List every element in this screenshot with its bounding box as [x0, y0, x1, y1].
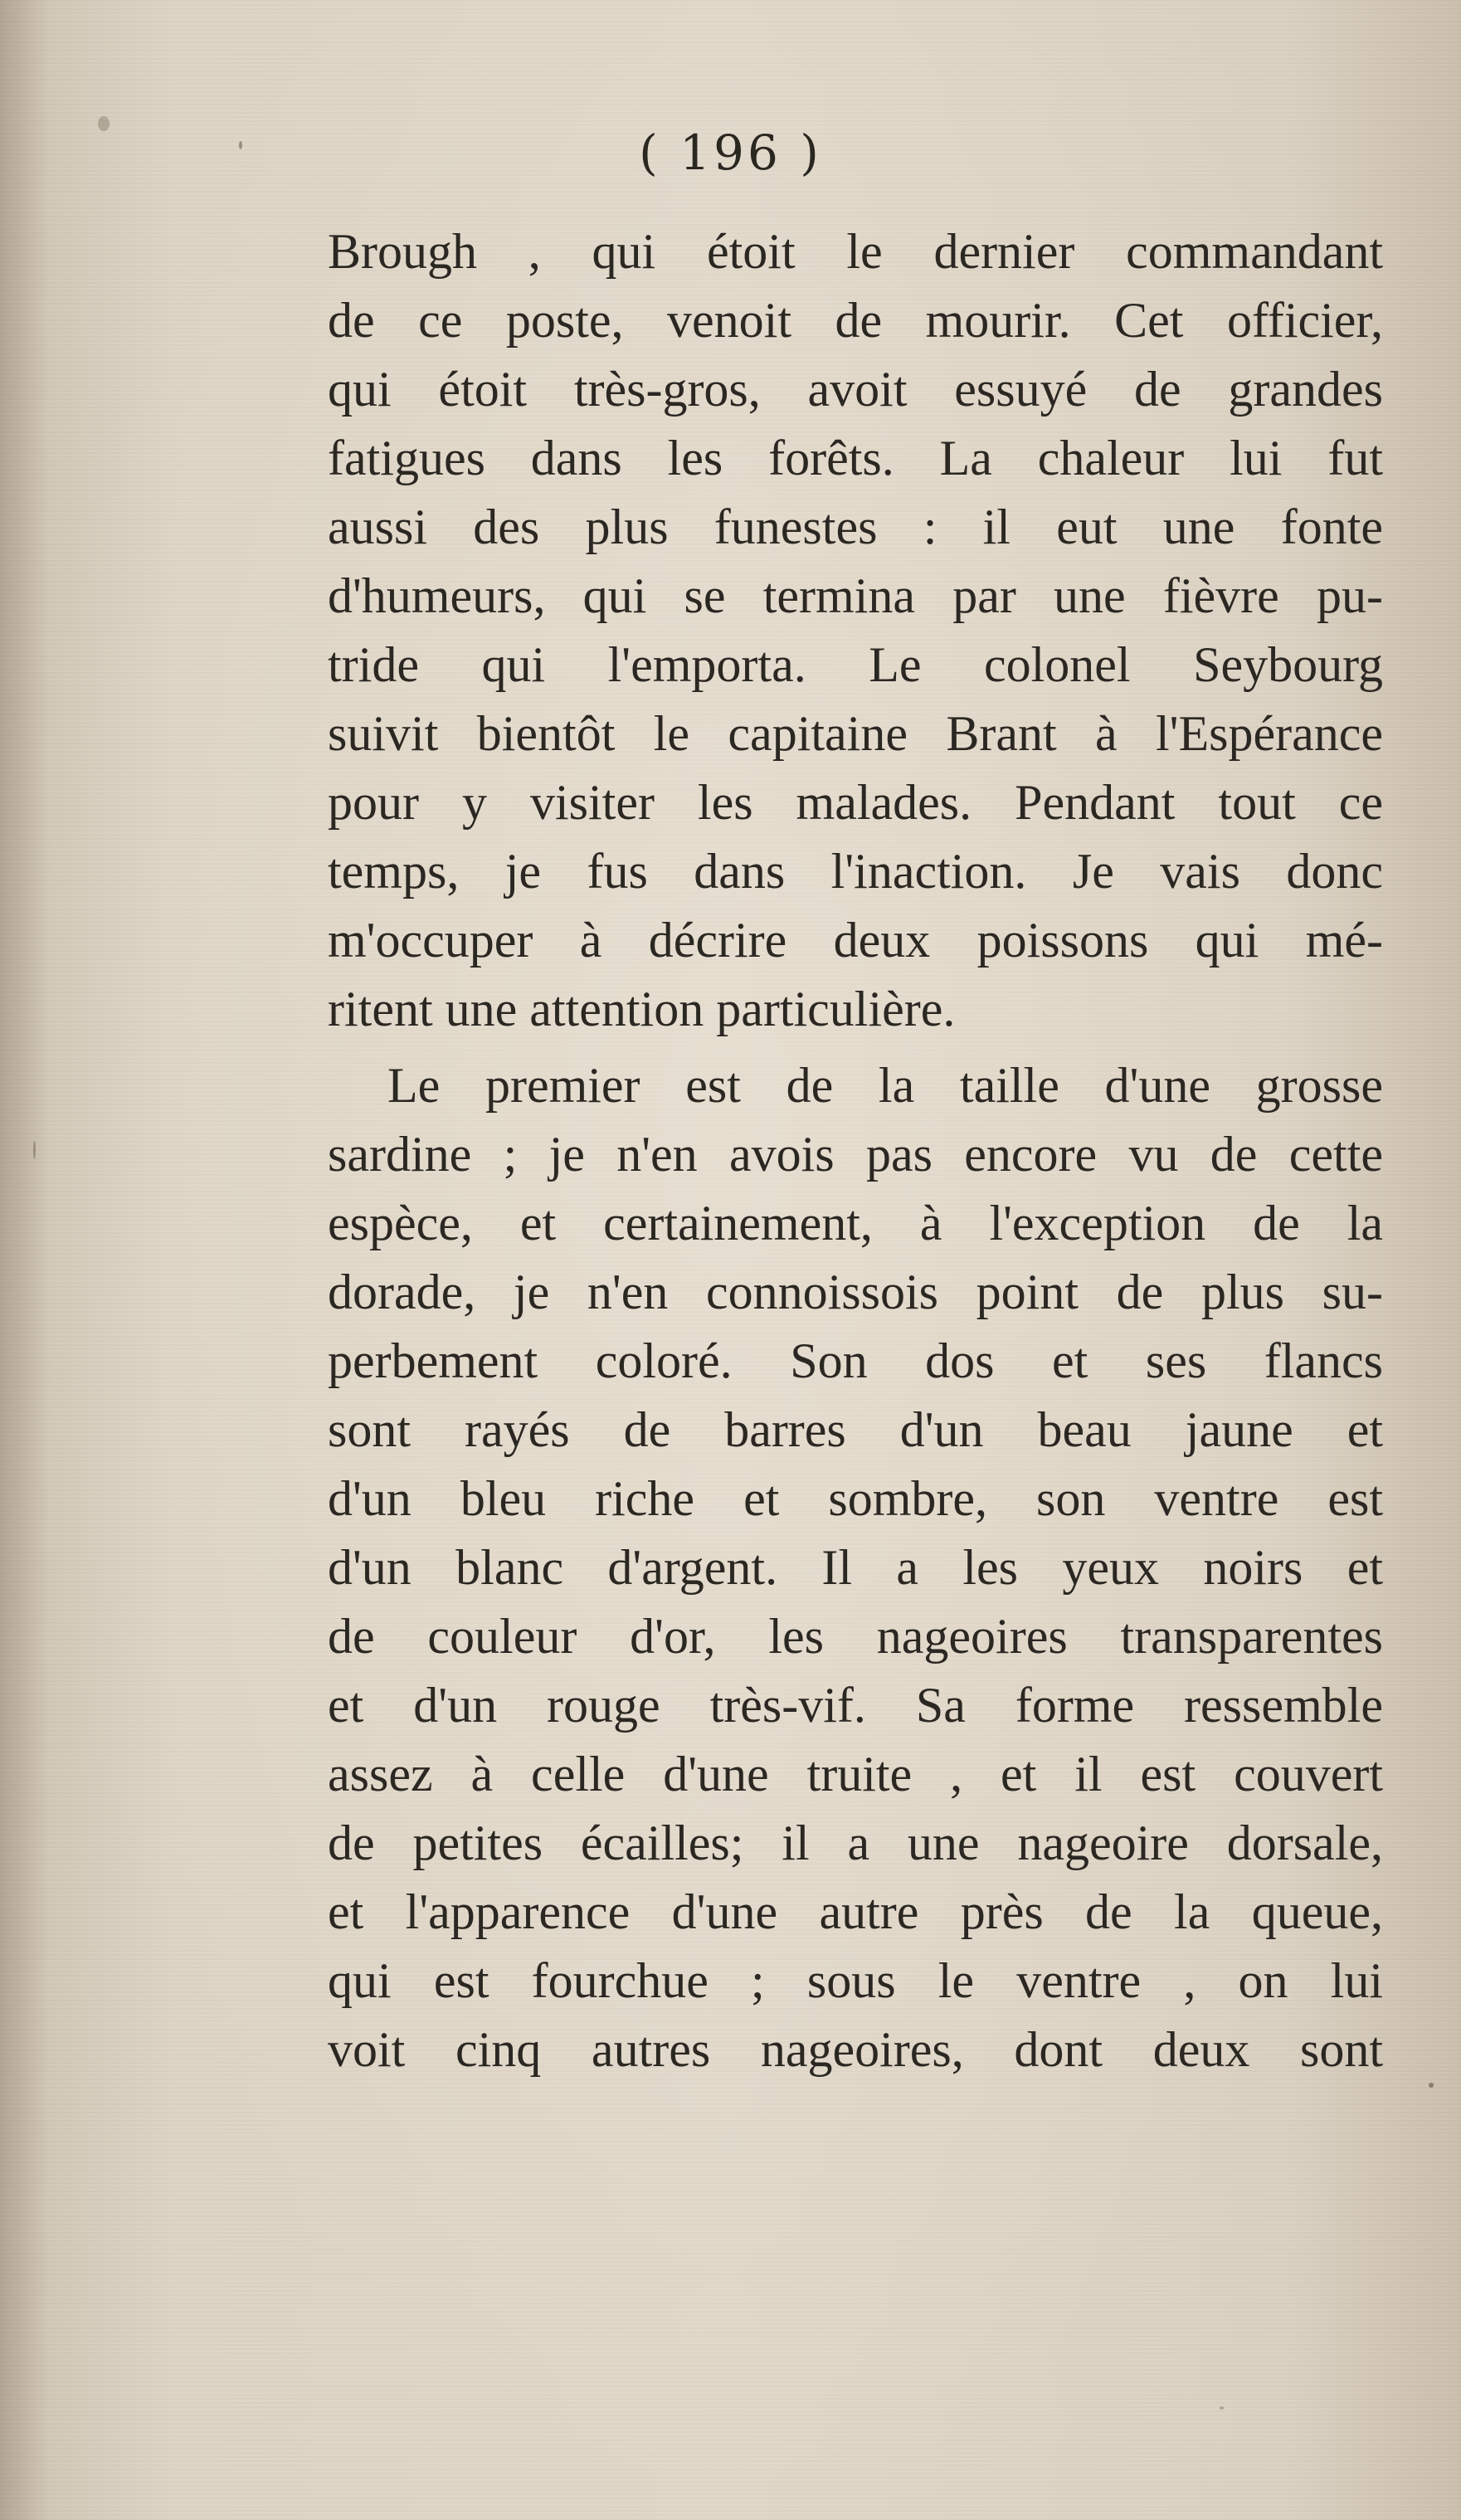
text-line: assez à celle d'une truite , et il est couvert [328, 1747, 1383, 1801]
page-number-header: ( 196 ) [639, 124, 822, 181]
text-line: de couleur d'or, les nageoires transparentes [328, 1609, 1383, 1664]
text-line: et l'apparence d'une autre près de la queue, [328, 1884, 1383, 1939]
text-line: Brough , qui étoit le dernier commandant [328, 224, 1383, 279]
text-line: sardine ; je n'en avois pas encore vu de cette [328, 1127, 1383, 1182]
paper-speck [1429, 2083, 1434, 2088]
text-line: Le premier est de la taille d'une grosse [387, 1058, 1383, 1113]
text-line: ritent une attention particulière. [328, 982, 956, 1036]
paragraph-2 [328, 1051, 1383, 2084]
text-line: qui étoit très-gros, avoit essuyé de grandes [328, 362, 1383, 417]
text-line: voit cinq autres nageoires, dont deux sont [328, 2022, 1383, 2077]
text-line: dorade, je n'en connoissois point de plus su- [328, 1265, 1383, 1319]
paragraph-1 [328, 217, 1383, 1044]
text-line: et d'un rouge très-vif. Sa forme ressemble [328, 1678, 1383, 1733]
page-edge-shadow [0, 0, 50, 2520]
text-line: aussi des plus funestes : il eut une fonte [328, 500, 1383, 554]
text-line: pour y visiter les malades. Pendant tout ce [328, 775, 1383, 830]
text-line: espèce, et certainement, à l'exception de la [328, 1196, 1383, 1250]
text-line: de ce poste, venoit de mourir. Cet officier, [328, 293, 1383, 348]
text-line: d'un bleu riche et sombre, son ventre est [328, 1471, 1383, 1526]
text-line: d'humeurs, qui se termina par une fièvre pu- [328, 568, 1383, 623]
text-line: perbement coloré. Son dos et ses flancs [328, 1333, 1383, 1388]
text-line: sont rayés de barres d'un beau jaune et [328, 1402, 1383, 1457]
paper-speck [33, 1141, 36, 1159]
paper-speck [1220, 2406, 1224, 2410]
text-line: tride qui l'emporta. Le colonel Seybourg [328, 637, 1383, 692]
text-line: d'un blanc d'argent. Il a les yeux noirs et [328, 1540, 1383, 1595]
paper-speck [239, 141, 242, 149]
text-line: suivit bientôt le capitaine Brant à l'Espérance [328, 706, 1383, 761]
text-line: qui est fourchue ; sous le ventre , on lui [328, 1953, 1383, 2008]
text-line: de petites écailles; il a une nageoire dorsale, [328, 1816, 1383, 1870]
text-line: fatigues dans les forêts. La chaleur lui fut [328, 431, 1383, 485]
body-text [328, 217, 1383, 2084]
text-line: temps, je fus dans l'inaction. Je vais donc [328, 844, 1383, 899]
text-line: m'occuper à décrire deux poissons qui mé- [328, 913, 1383, 968]
paper-speck [98, 116, 110, 131]
